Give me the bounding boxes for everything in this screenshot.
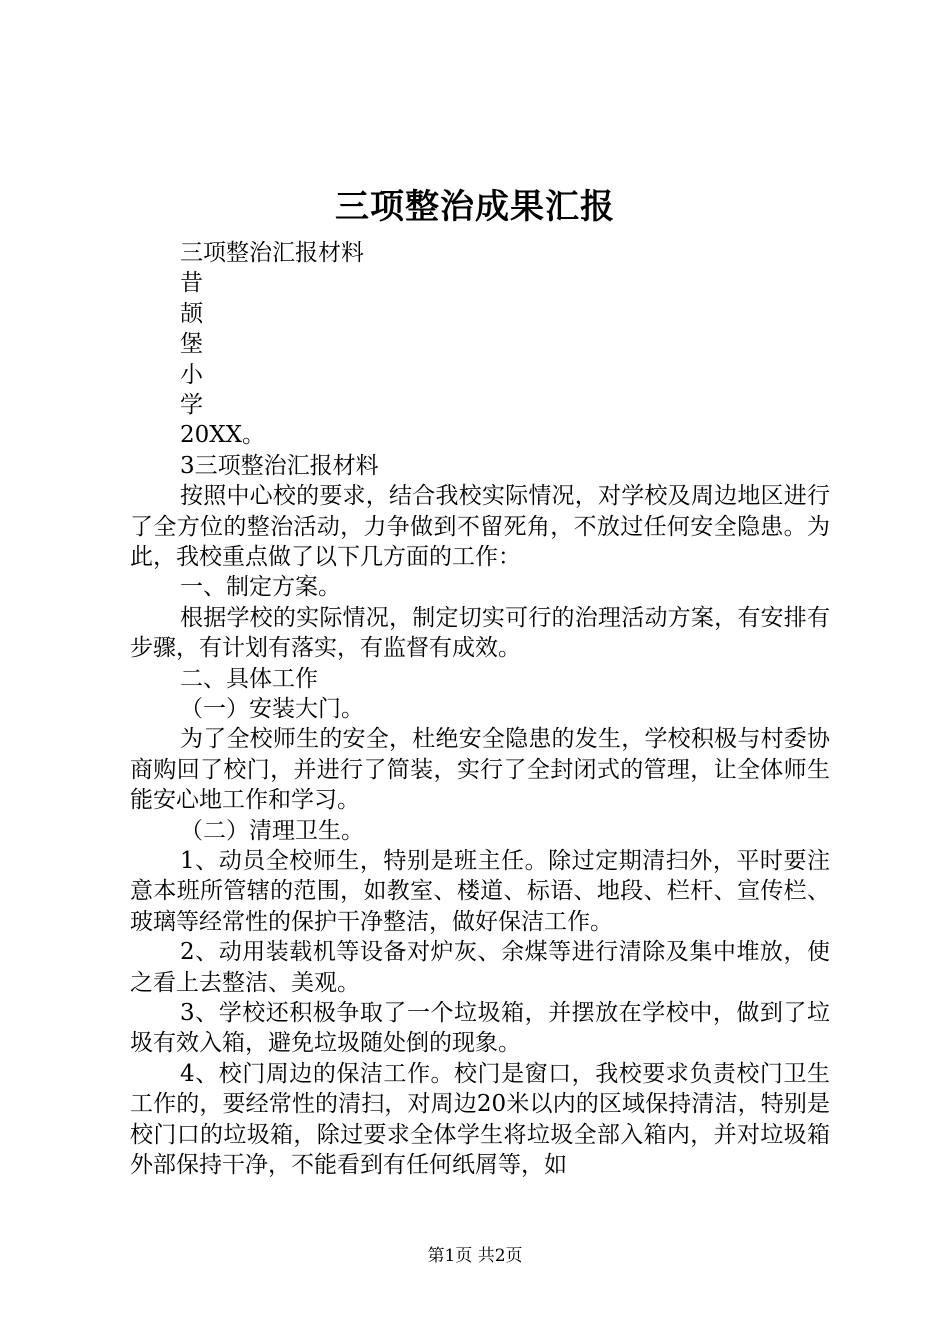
paragraph: 为了全校师生的安全，杜绝安全隐患的发生，学校积极与村委协商购回了校门，并进行了简装，实行了全封闭式的管理，让全体师生能安心地工作和学习。 xyxy=(130,726,830,814)
paragraph: 4、校门周边的保洁工作。校门是窗口，我校要求负责校门卫生工作的，要经常性的清扫，对周边20米以内的区域保持清洁，特别是校门口的垃圾箱，除过要求全体学生将垃圾全部入箱内，并对垃圾箱外部保持干净，不能看到有任何纸屑等，如 xyxy=(130,1060,830,1179)
subsection-heading: （一）安装大门。 xyxy=(180,695,364,722)
header-line: 小 xyxy=(180,361,203,388)
header-line: 三项整治汇报材料 xyxy=(180,240,364,266)
header-line: 20XX。 xyxy=(180,422,266,449)
header-line: 堡 xyxy=(180,331,203,358)
paragraph: 按照中心校的要求，结合我校实际情况，对学校及周边地区进行了全方位的整治活动，力争做到不留死角，不放过任何安全隐患。为此，我校重点做了以下几方面的工作： xyxy=(130,483,830,570)
paragraph: 1、动员全校师生，特别是班主任。除过定期清扫外，平时要注意本班所管辖的范围，如教室、楼道、标语、地段、栏杆、宣传栏、玻璃等经常性的保护干净整洁，做好保洁工作。 xyxy=(130,848,830,935)
section-heading: 二、具体工作 xyxy=(180,665,318,692)
paragraph: 根据学校的实际情况，制定切实可行的治理活动方案，有安排有步骤，有计划有落实，有监督有成效。 xyxy=(130,604,830,662)
header-line: 颉 xyxy=(180,300,203,327)
header-line: 昔 xyxy=(180,270,203,297)
paragraph: 2、动用装载机等设备对炉灰、余煤等进行清除及集中堆放，使之看上去整洁、美观。 xyxy=(130,939,830,996)
header-line: 学 xyxy=(180,391,203,418)
subsection-heading: （二）清理卫生。 xyxy=(180,817,364,844)
header-line: 3三项整治汇报材料 xyxy=(180,452,379,479)
paragraph: 3、学校还积极争取了一个垃圾箱，并摆放在学校中，做到了垃圾有效入箱，避免垃圾随处倒的现象。 xyxy=(130,1000,830,1057)
page-footer: 第1页 共2页 xyxy=(427,1246,523,1266)
section-heading: 一、制定方案。 xyxy=(180,574,341,601)
document-body xyxy=(130,238,830,1180)
document-title: 三项整治成果汇报 xyxy=(335,187,615,227)
